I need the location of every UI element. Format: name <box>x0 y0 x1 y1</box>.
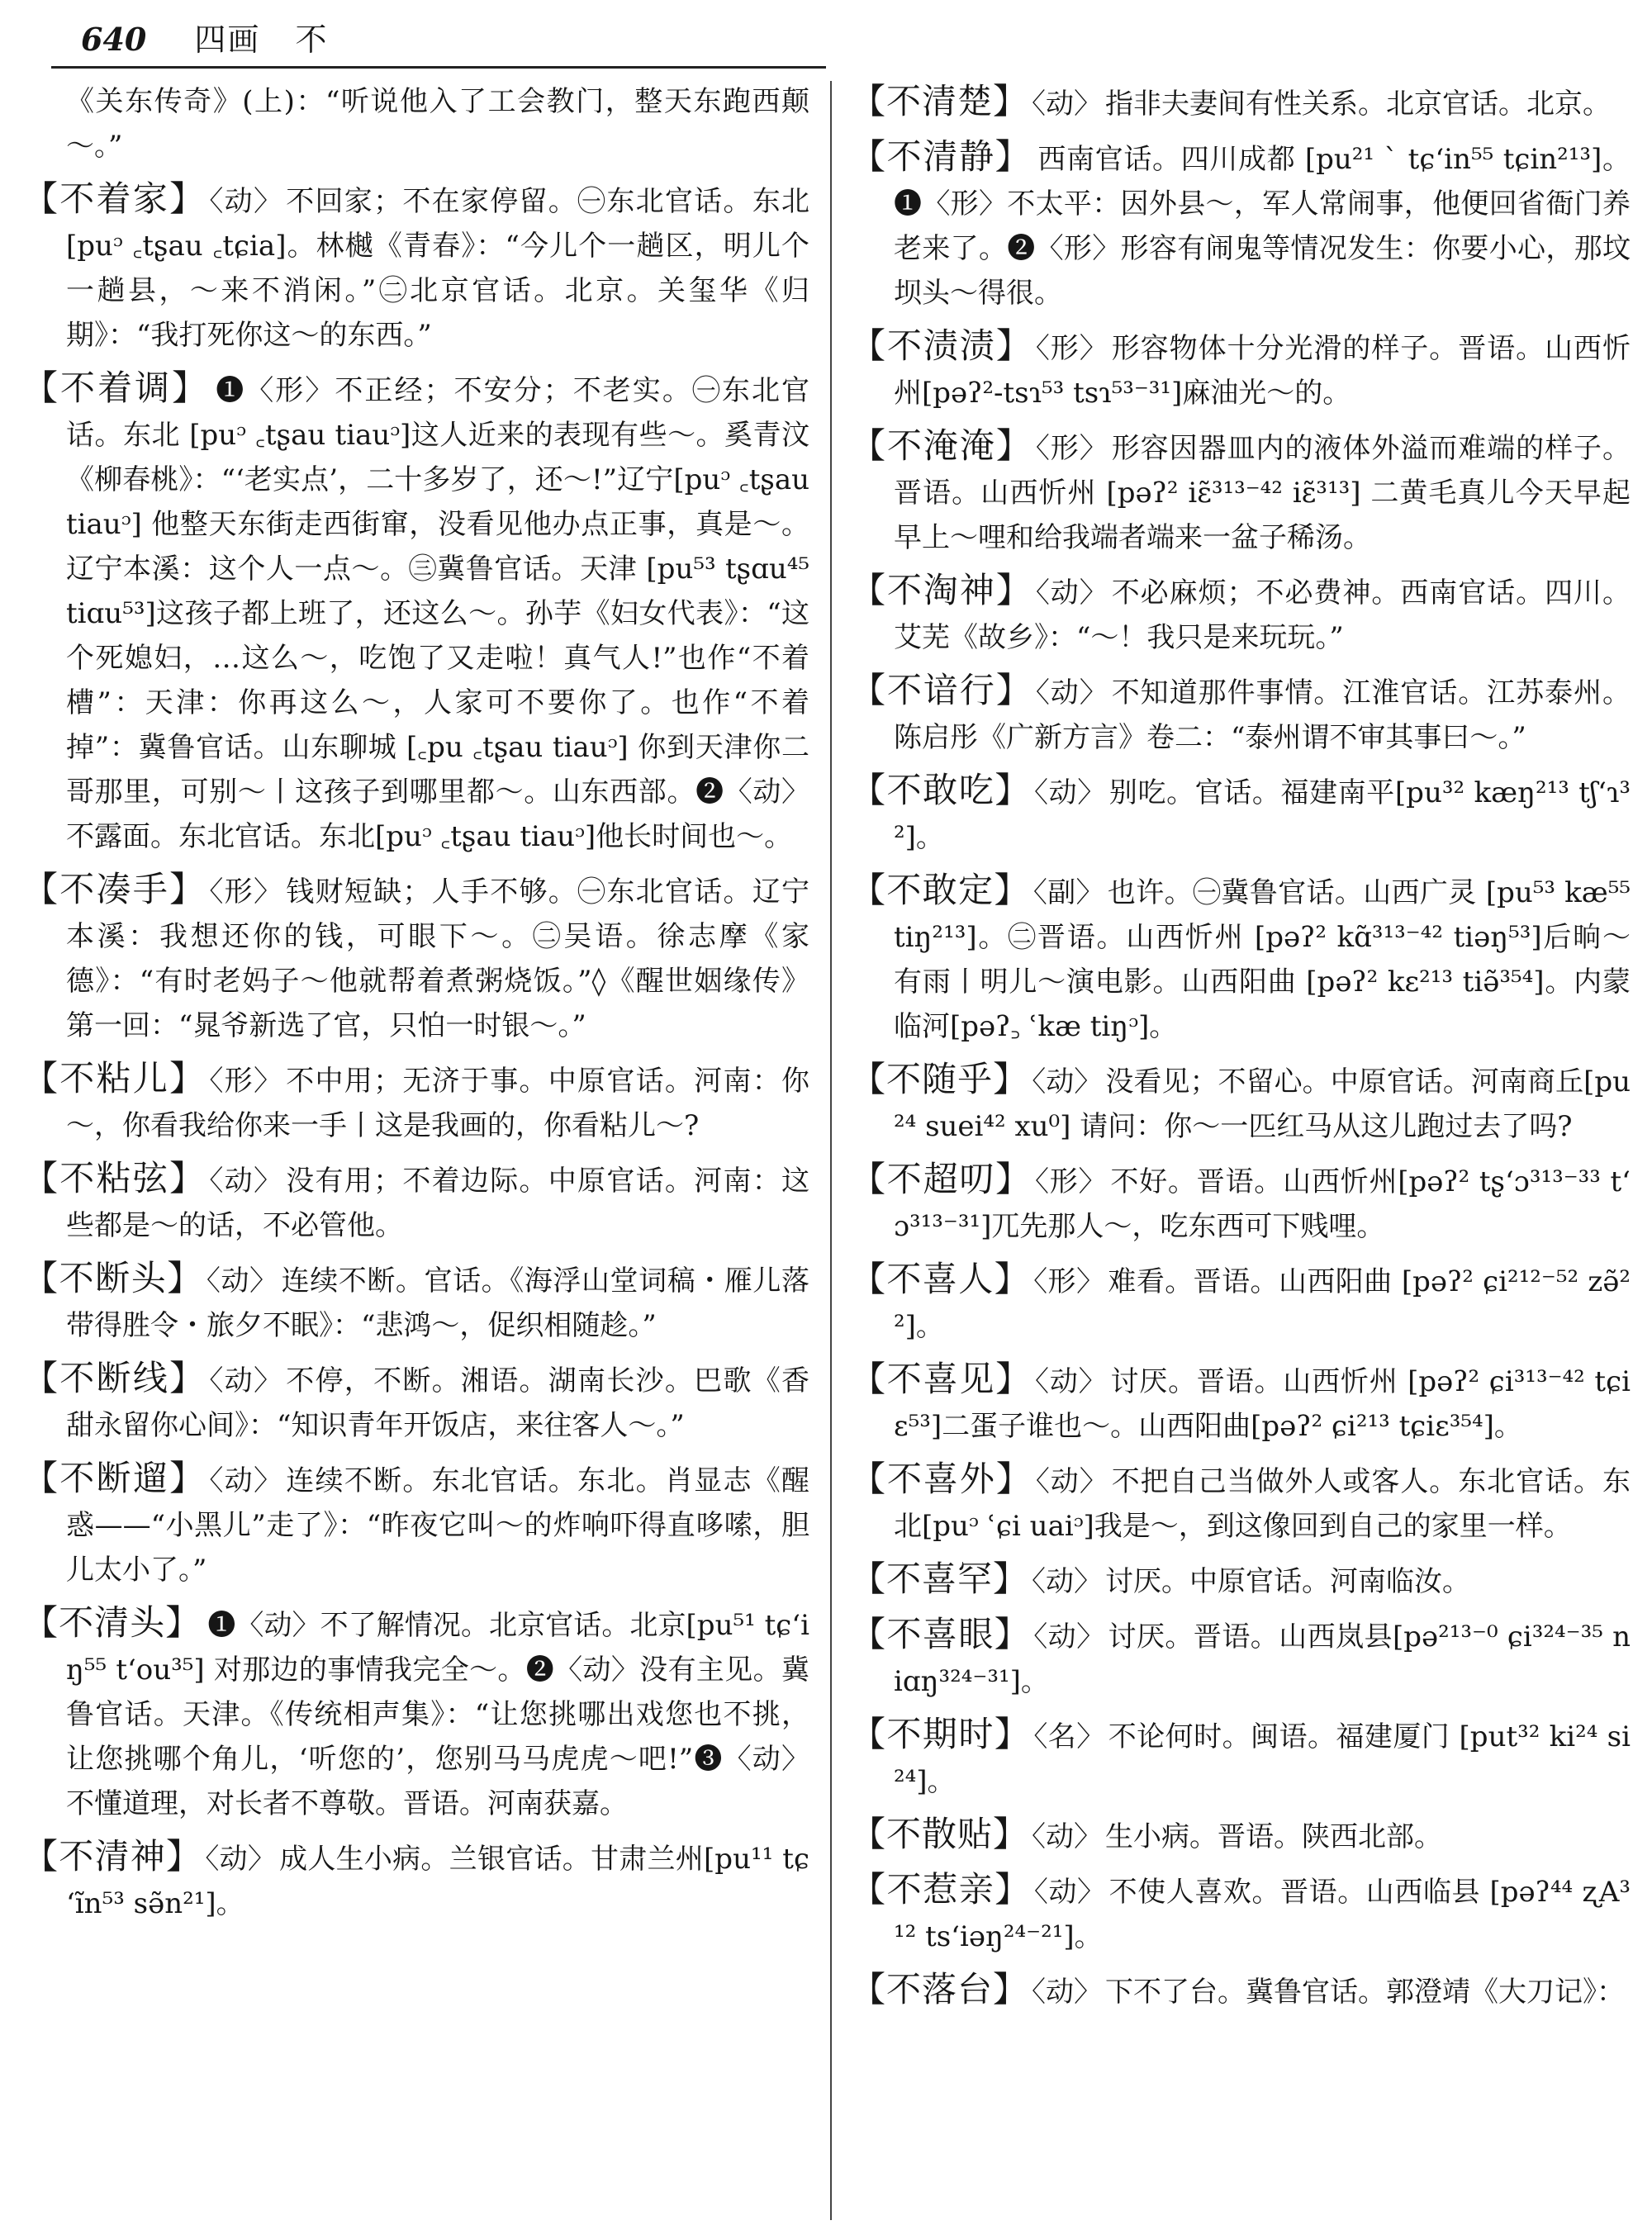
dictionary-entry <box>851 668 1631 760</box>
entry-definition: ❶〈动〉不了解情况。北京官话。北京[pu⁵¹ tɕʻiŋ⁵⁵ tʻou³⁵] 对那边的事情我完全～。❷〈动〉没有主见。冀鲁官话。天津。《传统相声集》：“让您挑哪出戏您也不挑，让您挑哪个角儿，‘听您的’，您别马马虎虎～吧!”❸〈动〉不懂道理，对长者不尊敬。晋语。河南获嘉。 <box>66 1609 809 1820</box>
section-label: 四画 <box>194 21 261 58</box>
entry-headword: 【不清头】 <box>23 1602 202 1643</box>
entry-definition: ❶〈形〉不正经；不安分；不老实。㊀东北官话。东北 [puᵓ ꜀tʂau tiauᵓ]这人近来的表现有些～。奚青汶《柳春桃》：“‘老实点’，二十多岁了，还～!”辽宁[puᵓ ꜀tʂau tiauᵓ] 他整天东街走西街窜，没看见他办点正事，真是～。辽宁本溪：这个人一点～。㊂冀鲁官话。天津 [pu⁵³ tʂɑu⁴⁵ tiɑu⁵³]这孩子都上班了，还这么～。孙芋《妇女代表》：“这个死媳妇，…这么～，吃饱了又走啦！真气人!”也作“不着槽”：天津：你再这么～，人家可不要你了。也作“不着掉”：冀鲁官话。山东聊城 [꜀pu ꜀tʂau tiauᵓ] 你到天津你二哥那里，可别～丨这孩子到哪里都～。山东西部。❷〈动〉不露面。东北官话。东北[puᵓ ꜀tʂau tiauᵓ]他长时间也～。 <box>66 374 809 853</box>
entry-headword: 【不敢定】 <box>851 870 1030 910</box>
entry-definition: 不知道那件事情。江淮官话。江苏泰州。陈启彤《广新方言》卷二：“泰州谓不审其事曰～。” <box>894 676 1631 754</box>
entry-pos: 〈动〉 <box>1035 1365 1108 1398</box>
dictionary-entry <box>851 1357 1631 1449</box>
right-column <box>851 79 1631 2223</box>
dictionary-entry <box>23 867 809 1048</box>
entry-headword: 【不喜人】 <box>851 1259 1031 1299</box>
entry-definition: 讨厌。晋语。山西岚县[pə²¹³⁻⁰ ɕi³²⁴⁻³⁵ niɑŋ³²⁴⁻³¹]。 <box>894 1620 1631 1698</box>
entry-definition: 讨厌。晋语。山西忻州 [pəʔ² ɕi³¹³⁻⁴² tɕiɛ⁵³]二蛋子谁也～。山西阳曲[pəʔ² ɕi²¹³ tɕiɛ³⁵⁴]。 <box>894 1365 1631 1443</box>
entry-headword: 【不喜外】 <box>851 1459 1032 1499</box>
entry-definition: 连续不断。官话。《海浮山堂词稿・雁儿落带得胜令・旅夕不眠》：“悲鸿～，促织相随趁。” <box>66 1264 809 1342</box>
entry-pos: 〈动〉 <box>209 1464 283 1497</box>
entry-definition: 形容物体十分光滑的样子。晋语。山西忻州[pəʔ²-tsɿ⁵³ tsɿ⁵³⁻³¹]麻油光～的。 <box>894 332 1631 410</box>
dictionary-entry <box>851 135 1631 316</box>
dictionary-entry <box>851 1057 1631 1149</box>
entry-headword: 【不淘神】 <box>851 570 1032 610</box>
entry-headword: 【不期时】 <box>851 1714 1031 1754</box>
dictionary-entry <box>851 1967 1631 2014</box>
dictionary-entry <box>23 79 809 168</box>
entry-pos: 〈动〉 <box>1035 576 1108 610</box>
dictionary-entry <box>23 1356 809 1448</box>
page-number: 640 <box>81 21 147 58</box>
entry-pos: 〈形〉 <box>1033 1265 1105 1298</box>
entry-headword: 【不着家】 <box>23 178 206 219</box>
entry-pos: 〈动〉 <box>1032 1065 1103 1098</box>
entry-definition: 不停，不断。湘语。湖南长沙。巴歌《香甜永留你心间》：“知识青年开饭店，来往客人～。” <box>66 1364 809 1442</box>
entry-definition: 没看见；不留心。中原官话。河南商丘[pu²⁴ suei⁴² xu⁰] 请问：你～一匹红马从这儿跑过去了吗? <box>894 1065 1631 1143</box>
entry-pos: 〈动〉 <box>1032 1565 1103 1598</box>
entry-pos: 〈动〉 <box>1032 1976 1103 2009</box>
dictionary-entry <box>23 366 809 859</box>
header-rule <box>51 66 826 69</box>
dictionary-entry <box>23 1834 809 1926</box>
dictionary-entry <box>851 424 1631 560</box>
entry-definition: 不论何时。闽语。福建厦门 [put³² ki²⁴ si²⁴]。 <box>894 1720 1631 1798</box>
entry-headword: 【不喜罕】 <box>851 1559 1029 1599</box>
entry-pos: 〈动〉 <box>1032 88 1103 121</box>
entry-definition: 不中用；无济于事。中原官话。河南：你～，你看我给你来一手丨这是我画的，你看粘儿～? <box>66 1065 809 1142</box>
entry-pos: 〈名〉 <box>1033 1720 1105 1753</box>
entry-pos: 〈动〉 <box>1032 1820 1103 1853</box>
entry-headword: 【不超叨】 <box>851 1159 1032 1199</box>
entry-headword: 【不清楚】 <box>851 81 1029 121</box>
entry-definition: 也许。㊀冀鲁官话。山西广灵 [pu⁵³ kæ⁵⁵ tiŋ²¹³]。㊁晋语。山西忻州 [pəʔ² kɑ̃³¹³⁻⁴² tiəŋ⁵³]后晌～有雨丨明儿～演电影。山西阳曲 [pəʔ² kɛ²¹³ tiə̃³⁵⁴]。内蒙临河[pəʔ꜆ ʿkæ tiŋᵓ]。 <box>894 876 1631 1043</box>
entry-headword: 【不惹亲】 <box>851 1869 1031 1910</box>
entry-headword: 【不清静】 <box>851 136 1032 177</box>
dictionary-entry <box>23 1256 809 1348</box>
entry-headword: 【不着调】 <box>23 368 210 408</box>
entry-pos: 〈形〉 <box>1035 332 1108 365</box>
entry-headword: 【不敢吃】 <box>851 770 1032 810</box>
entry-headword: 【不断线】 <box>23 1358 206 1398</box>
dictionary-entry <box>23 1456 809 1592</box>
dictionary-entry <box>851 1712 1631 1804</box>
header-character: 不 <box>295 21 327 58</box>
column-divider <box>830 81 832 2220</box>
entry-pos: 〈动〉 <box>1033 1620 1105 1654</box>
dictionary-entry <box>851 79 1631 126</box>
entry-headword: 【不粘弦】 <box>23 1158 206 1198</box>
entry-definition: 别吃。官话。福建南平[pu³² kæŋ²¹³ tʃʻɿ³²]。 <box>894 776 1631 854</box>
entry-definition: 《关东传奇》(上)：“听说他入了工会教门，整天东跑西颠～。” <box>66 85 809 163</box>
entry-headword: 【不断遛】 <box>23 1458 206 1498</box>
dictionary-entry <box>851 1557 1631 1604</box>
dictionary-entry <box>851 1812 1631 1859</box>
entry-headword: 【不断头】 <box>23 1258 203 1298</box>
dictionary-entry <box>851 1257 1631 1349</box>
entry-pos: 〈动〉 <box>1035 1465 1108 1498</box>
dictionary-entry <box>23 177 809 358</box>
left-column <box>23 79 809 2223</box>
entry-definition: 生小病。晋语。陕西北部。 <box>1105 1820 1443 1853</box>
entry-pos: 〈动〉 <box>209 185 283 218</box>
dictionary-entry <box>851 324 1631 415</box>
entry-pos: 〈动〉 <box>209 1165 283 1198</box>
entry-definition: 不好。晋语。山西忻州[pəʔ² tʂʻɔ³¹³⁻³³ tʻɔ³¹³⁻³¹]兀先那人～，吃东西可下贱哩。 <box>894 1165 1631 1243</box>
entry-definition: 西南官话。四川成都 [pu²¹ ˋ tɕʻin⁵⁵ tɕin²¹³]。❶〈形〉不太平：因外县～，军人常闹事，他便回省衙门养老来了。❷〈形〉形容有闹鬼等情况发生：你要小心，那坟坝头～得很。 <box>894 143 1631 310</box>
entry-pos: 〈动〉 <box>209 1364 283 1397</box>
dictionary-entry <box>851 1457 1631 1549</box>
entry-pos: 〈形〉 <box>209 875 283 909</box>
dictionary-entry <box>23 1156 809 1248</box>
entry-definition: 不回家；不在家停留。㊀东北官话。东北[puᵓ ꜀tʂau ꜀tɕia]。林樾《青春》：“今儿个一趟区，明儿个一趟县，～来不消闲。”㊁北京官话。北京。关玺华《归期》：“我打死你这～的东西。” <box>66 185 809 352</box>
entry-definition: 难看。晋语。山西阳曲 [pəʔ² ɕi²¹²⁻⁵² zə̃²²]。 <box>894 1265 1631 1343</box>
entry-pos: 〈形〉 <box>1034 1165 1108 1198</box>
entry-headword: 【不散贴】 <box>851 1814 1029 1854</box>
entry-definition: 成人生小病。兰银官话。甘肃兰州[pu¹¹ tɕʻĩn⁵³ sə̃n²¹]。 <box>66 1843 809 1920</box>
dictionary-entry <box>851 1612 1631 1704</box>
entry-headword: 【不随乎】 <box>851 1059 1029 1099</box>
entry-pos: 〈副〉 <box>1032 876 1104 909</box>
entry-definition: 钱财短缺；人手不够。㊀东北官话。辽宁本溪：我想还你的钱，可眼下～。㊁吴语。徐志摩《家德》：“有时老妈子～他就帮着煮粥烧饭。”◊《醒世姻缘传》第一回：“晁爷新选了官，只怕一时银～。” <box>66 875 809 1042</box>
entry-pos: 〈动〉 <box>1034 776 1106 809</box>
entry-definition: 下不了台。冀鲁官话。郭澄靖《大刀记》： <box>1105 1976 1626 2009</box>
entry-pos: 〈动〉 <box>1035 676 1108 709</box>
entry-definition: 不必麻烦；不必费神。西南官话。四川。艾芜《故乡》：“～！我只是来玩玩。” <box>894 576 1631 654</box>
entry-headword: 【不淹淹】 <box>851 425 1032 466</box>
dictionary-entry <box>851 768 1631 860</box>
entry-headword: 【不凑手】 <box>23 869 206 909</box>
dictionary-entry <box>851 868 1631 1049</box>
entry-pos: 〈形〉 <box>1035 432 1108 465</box>
entry-headword: 【不谙行】 <box>851 670 1032 710</box>
entry-definition: 不把自己当做外人或客人。东北官话。东北[puᵓ ʿɕi uaiᵓ]我是～，到这像回到自己的家里一样。 <box>894 1465 1631 1543</box>
entry-definition: 讨厌。中原官话。河南临汝。 <box>1105 1565 1471 1598</box>
entry-headword: 【不喜眼】 <box>851 1614 1031 1654</box>
entry-headword: 【不清神】 <box>23 1836 202 1877</box>
entry-pos: 〈动〉 <box>1033 1876 1106 1909</box>
entry-pos: 〈动〉 <box>206 1264 278 1298</box>
entry-headword: 【不渍渍】 <box>851 325 1032 366</box>
entry-headword: 【不喜见】 <box>851 1359 1032 1399</box>
entry-pos: 〈形〉 <box>209 1065 283 1098</box>
dictionary-entry <box>851 1867 1631 1959</box>
dictionary-entry <box>851 568 1631 660</box>
dictionary-entry <box>23 1056 809 1148</box>
entry-headword: 【不粘儿】 <box>23 1058 206 1098</box>
entry-definition: 指非夫妻间有性关系。北京官话。北京。 <box>1105 88 1612 121</box>
entry-definition: 连续不断。东北官话。东北。肖显志《醒惑——“小黑儿”走了》：“昨夜它叫～的炸响吓得直哆嗦，胆儿太小了。” <box>66 1464 809 1587</box>
entry-definition: 形容因器皿内的液体外溢而难端的样子。晋语。山西忻州 [pəʔ² iɛ̃³¹³⁻⁴² iɛ̃³¹³] 二黄毛真儿今天早起早上～哩和给我端者端来一盆子稀汤。 <box>894 432 1631 554</box>
entry-definition: 不使人喜欢。晋语。山西临县 [pəʔ⁴⁴ ʐA³¹² tsʻiəŋ²⁴⁻²¹]。 <box>894 1876 1631 1953</box>
entry-pos: 〈动〉 <box>205 1843 277 1876</box>
dictionary-entry <box>23 1601 809 1826</box>
page-header <box>81 18 327 61</box>
dictionary-entry <box>851 1157 1631 1249</box>
entry-definition: 没有用；不着边际。中原官话。河南：这些都是～的话，不必管他。 <box>66 1165 809 1242</box>
entry-headword: 【不落台】 <box>851 1969 1029 2009</box>
